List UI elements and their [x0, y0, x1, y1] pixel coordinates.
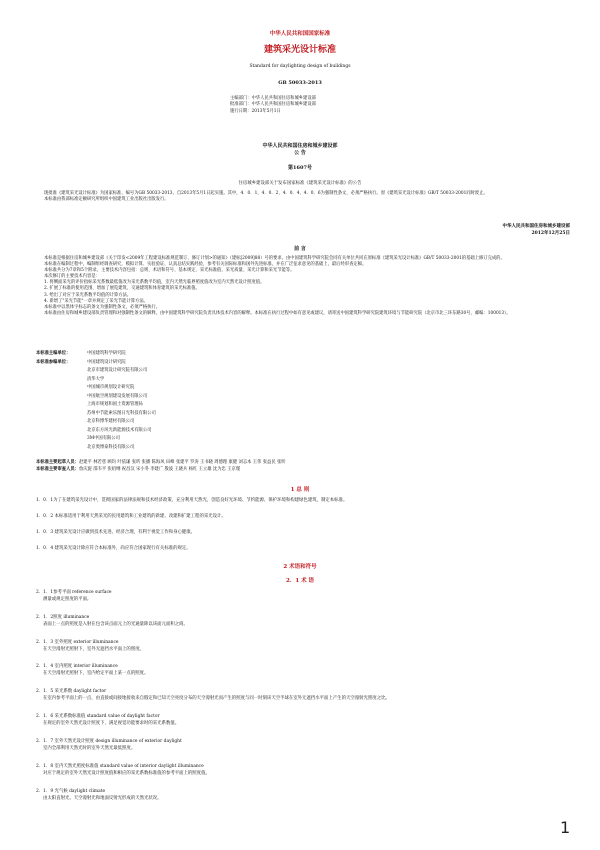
term-entry [36, 764, 576, 777]
participant-unit: 3M中国有限公司 [87, 436, 120, 441]
term-definition: 在天空漫射光照射下，室内给定平面上某一点的照度。 [43, 670, 149, 676]
participant-unit: 中国建筑设计研究院 [87, 359, 126, 365]
chapter2-heading: 2 术语和符号 [283, 564, 317, 570]
term-definition: 表面上一点的照度是入射在包含该点面元上的光通量除以该面元面积之商。 [43, 621, 188, 627]
participant-unit: 北京奥博泰科技有限公司 [87, 444, 135, 450]
term-entry [36, 789, 576, 802]
participant-row [36, 359, 156, 368]
participant-unit: 苏州中节能索乐图日光科技有限公司 [87, 410, 156, 416]
sign-org: 中华人民共和国住房和城乡建设部 [502, 224, 570, 229]
page-number: 1 [560, 818, 571, 837]
term-title: 2．1．3 室外照度 exterior illuminance [36, 640, 119, 645]
notice-paragraph: 现批准《建筑采光设计标准》为国家标准，编号为GB 50033-2013，自2013年5月1日起实施。其中，4．0．1、4．0．2、4．0．4、4．0．6为强制性条文，必须严格执行。原《建筑采光设计标准》GB/T 50033-2001同时废止。 [44, 191, 488, 196]
standard-category: 中华人民共和国国家标准 [269, 31, 331, 37]
participant-unit: 清华大学 [87, 376, 105, 382]
approve-dept: 批准部门：中华人民共和国住房和城乡建设部 [230, 102, 316, 108]
term-definition: 在规定的室外天然光设计照度下，满足视觉功能要求时的采光系数值。 [43, 720, 180, 726]
notice-ministry-name: 中华人民共和国住房和城乡建设部 [262, 143, 338, 149]
preface-paragraph: 3. 给出了对应于采光系数平均值的计算方法。 [44, 292, 132, 298]
term-title: 2．1．5 采光系数 daylight factor [36, 689, 107, 694]
term-entry [36, 640, 576, 653]
term-definition: 室内全部利用天然光时的室外天然光最低照度。 [43, 745, 136, 751]
clause: 1．0．2 本标准适用于利用天然采光的民用建筑和工业建筑的新建、改建和扩建工程的采光设计。 [36, 514, 226, 519]
term-entry [36, 714, 576, 727]
chief-dept: 主编部门：中华人民共和国住房和城乡建设部 [230, 96, 316, 101]
term-entry [36, 615, 576, 628]
notice-paragraph: 本标准由我部标准定额研究所组织中国建筑工业出版社出版发行。 [44, 197, 169, 203]
preface-paragraph: 本次修订的主要技术内容是： [44, 274, 100, 280]
preface-paragraph: 2. 扩展了标准的使用范围，增加了展览建筑、交通建筑和体育建筑的采光标准值。 [44, 286, 200, 292]
reviewers-names: 詹庆旋 邵韦平 张绍纲 祝昌汉 宋小冬 李建广 殷波 王晓兵 杨红 王立雄 沈为忠 王京瑾 [78, 467, 241, 472]
participant-unit: 北京科博华建材有限公司 [87, 419, 135, 424]
participant-unit: 中国城市规划设计研究院 [87, 385, 135, 390]
clause: 1．0．3 建筑采光设计应做到技术先进、经济合理，有利于视觉工作和身心健康。 [36, 530, 196, 535]
notice-body [36, 191, 566, 203]
preface-heading: 前 言 [294, 246, 306, 252]
term-definition: 在天空漫射光照射下，室外无遮挡水平面上的照度。 [43, 646, 144, 652]
term-definition: 由太阳直射光、天空漫射光和地面反射光形成的天然光状况。 [43, 795, 162, 801]
notice-ministry [0, 143, 600, 157]
preface-paragraph: 本标准中以黑体字标志的条文为强制性条文，必须严格执行。 [44, 304, 161, 310]
term-entry [36, 664, 576, 677]
preface-paragraph: 本标准在编制过程中，编制组经调查研究，模拟计算、实验验证，认真总结实践经验，参考有关国际标准和国外先进标准，并在广泛征求意见的基础上，最后经审查定稿。 [44, 262, 367, 268]
chapter1-heading: 1 总 则 [290, 487, 310, 493]
drafters-row [36, 459, 286, 466]
term-definition: 在室内参考平面上的一点，由直接或间接地接收来自假定和已知天空亮度分布的天空漫射光而产生的照度与同一时刻该天空半球在室外无遮挡水平面上产生的天空漫射光照度之比。 [43, 695, 390, 701]
participant-unit: 中国航空规划建设发展有限公司 [87, 393, 148, 399]
term-definition: 测量或规定照度的平面。 [43, 596, 92, 602]
term-title: 2．1．2照度 illuminance [36, 615, 90, 620]
term-entry [36, 590, 576, 603]
clause: 1．0．4 建筑采光设计除应符合本标准外，尚应符合国家现行有关标准的规定。 [36, 546, 191, 551]
term-title: 2．1．4 室内照度 interior illuminance [36, 664, 118, 669]
term-entry [36, 689, 576, 702]
chief-unit: 中国建筑科学研究院 [87, 351, 126, 356]
standard-title-en: Standard for daylighting design of buildings [249, 64, 351, 69]
drafters-names: 赵建平 林若慈 顾均 叶依谦 张昕 张播 陈海风 田峰 张建平 罗涛 王书晓 周德理 康健 刘志本 王伟 张益民 张昕 [78, 460, 286, 465]
term-entry [36, 739, 576, 752]
reviewers-row [36, 466, 286, 473]
term-title: 2．1．7 室外天然光设计照度 design illuminance of exterior daylight [36, 739, 182, 744]
term-title: 2．1．8 室内天然光照度标准值 standard value of interior daylight illuminance [36, 764, 204, 769]
preface-paragraph: 本标准是根据住房和城乡建设部《关于印发<2009年工程建设标准规范制订、修订计划>的通知》（建标[2009]88）号的要求，由中国建筑科学研究院会同有关单位共同在原标准《建筑采光设计标准》GB/T 50033-2001的基础上修订完成的。 [44, 256, 505, 261]
drafters-label: 本标准主要起草人员： [36, 460, 79, 465]
issue-info [230, 96, 316, 115]
participant-unit: 北京东方风光新能源技术有限公司 [87, 427, 152, 433]
preface-paragraph: 1. 将侧面采光的评价指标采光系数最低值改为采光系数平均值，室内天然光临界照度值改为室内天然光设计照度值。 [44, 280, 265, 286]
reviewers-label: 本标准主要审查人员： [36, 467, 79, 472]
drafters-block [36, 459, 286, 473]
participant-unit: 北京市建筑设计研究院有限公司 [87, 368, 148, 373]
standard-code: GB 50033-2013 [278, 80, 322, 86]
participant-unit: 上海市规划和国土资源管理局 [87, 402, 143, 407]
units-list [36, 350, 156, 452]
term-definition: 对应于规定的室外天然光设计照度值和相应的采光系数标准值的参考平面上的照度值。 [43, 770, 210, 776]
clause: 1．0．1为了在建筑采光设计中，贯彻国家的法律法规和技术经济政策，充分利用天然光，创造良好光环境、节约能源、保护环境和构建绿色建筑，制定本标准。 [36, 498, 348, 503]
preface-paragraph: 本标准由住房和城乡建设部负责管理和对强制性条文的解释，由中国建筑科学研究院负责具体技术内容的解释。本标准在执行过程中如有意见或建议，请寄送中国建筑科学研究院建筑环境与节能研究院（北京市北三环东路30号，邮编：100013）。 [44, 310, 511, 316]
notice-heading: 公 告 [294, 150, 306, 156]
standard-title: 建筑采光设计标准 [263, 45, 336, 55]
term-title: 2．1．9 光气候 daylight climate [36, 789, 106, 794]
preface-paragraph: 本标准共分为7章和5个附录，主要技术内容包括：总则、术语和符号、基本规定、采光标准值、采光质量、采光计算和采光节能等。 [44, 268, 295, 274]
preface-body [36, 256, 566, 317]
notice-title: 住房城乡建设部关于发布国家标准《建筑采光设计标准》的公告 [238, 181, 362, 186]
chief-unit-label: 本标准主编单位： [36, 351, 71, 356]
section-heading: 2．1 术 语 [286, 578, 314, 584]
participant-label: 本标准参编单位： [36, 359, 71, 365]
preface-paragraph: 4. 新增了"采光节能"一章并规定了采光节能计算方法。 [44, 298, 148, 304]
notice-number: 第1607号 [288, 165, 312, 171]
sign-date: 2012年12月25日 [531, 230, 570, 236]
chief-unit-row [36, 350, 156, 359]
term-title: 2．1．6 采光系数标准值 standard value of daylight factor [36, 714, 160, 719]
notice-signature [503, 224, 571, 237]
term-title: 2．1．1参考平面 reference surface [36, 590, 112, 595]
effective-date: 施行日期：2013年5月1日 [230, 108, 281, 114]
